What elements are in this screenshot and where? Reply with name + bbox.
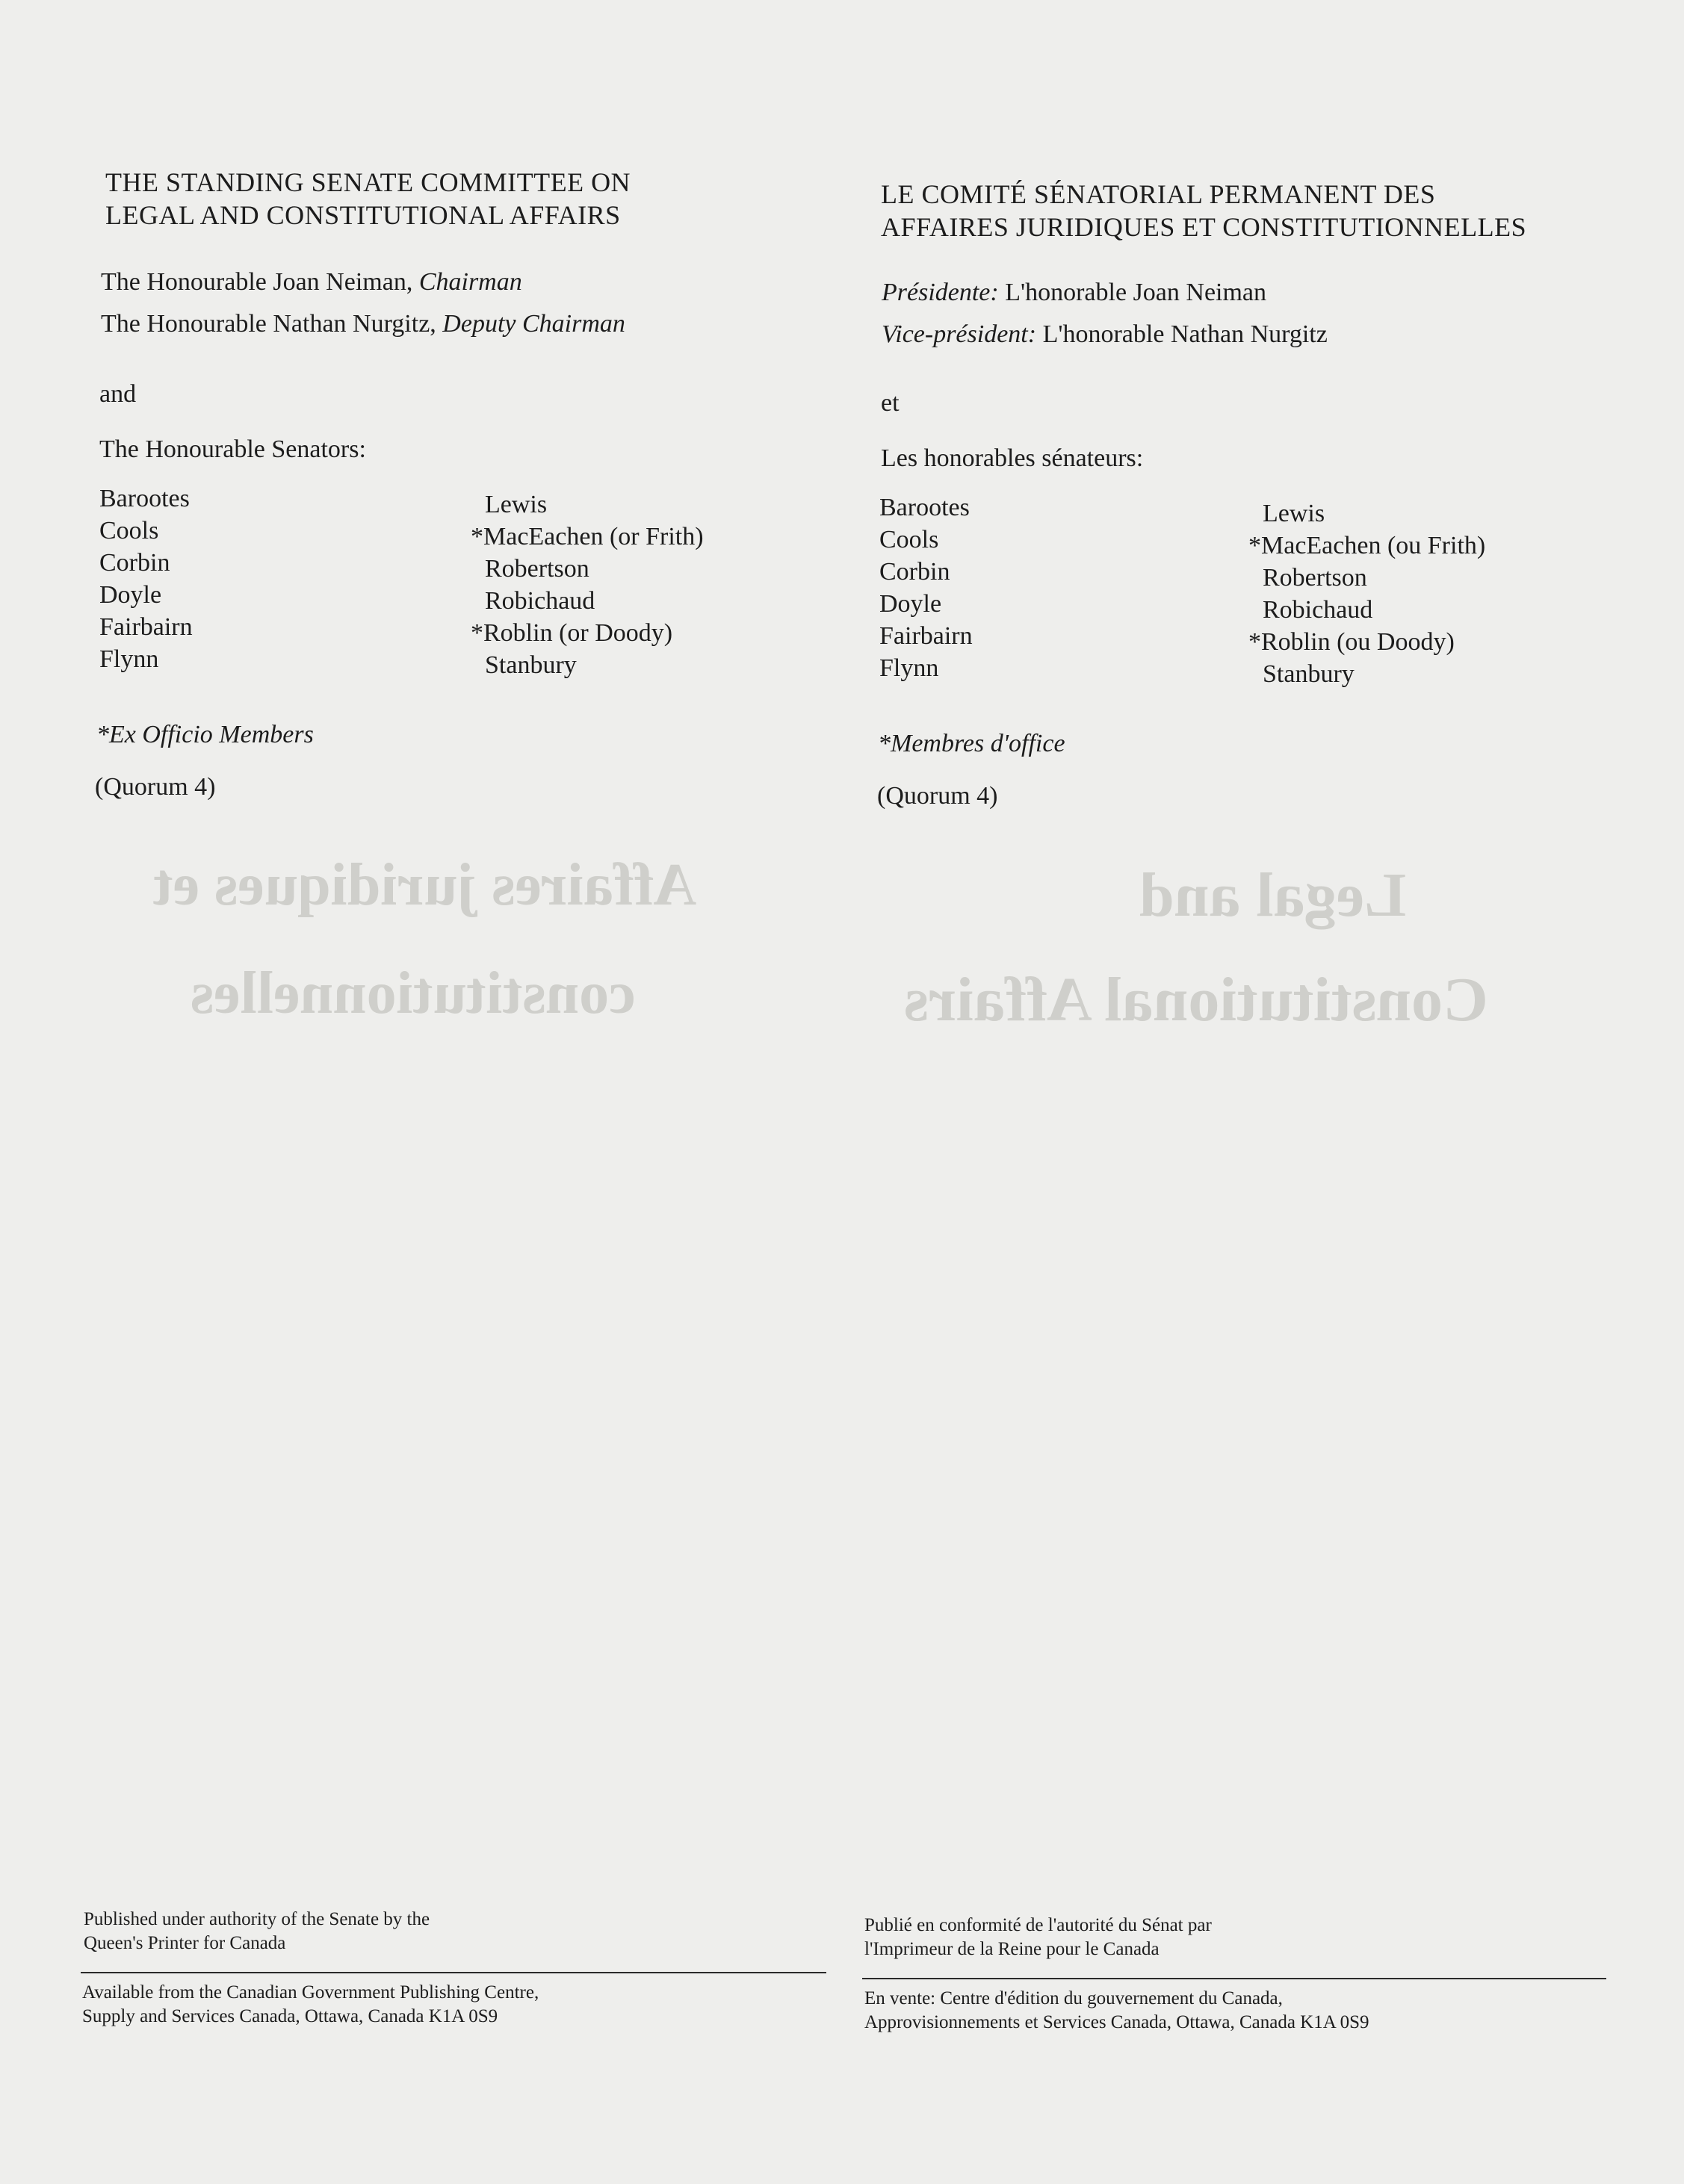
availability-notice-english [82,1981,539,2029]
bleed-through-title-fr-2: constitutionnelles [191,961,636,1026]
senator-name: *MacEachen (ou Frith) [1248,532,1486,559]
committee-line-2: LEGAL AND CONSTITUTIONAL AFFAIRS [105,200,621,230]
published-line-1: Published under authority of the Senate by the [84,1909,430,1929]
senators-heading: The Honourable Senators: [99,435,366,463]
senator-name: Fairbairn [879,622,973,650]
ex-officio-note: *Membres d'office [878,730,1065,757]
senator-name: Lewis [485,491,548,518]
committee-line-1: LE COMITÉ SÉNATORIAL PERMANENT DES [881,179,1436,209]
published-notice-french [864,1914,1212,1961]
chair-name: L'honorable Joan Neiman [998,279,1267,306]
committee-line-1: THE STANDING SENATE COMMITTEE ON [105,167,631,197]
published-line-2: Queen's Printer for Canada [84,1933,286,1953]
quorum-note: (Quorum 4) [877,782,998,810]
senators-heading: Les honorables sénateurs: [881,444,1144,472]
senator-name: Corbin [879,558,950,586]
senator-name: Robertson [485,555,589,583]
committee-name-french [881,178,1628,243]
deputy-name: The Honourable Nathan Nurgitz, [101,310,443,338]
bleed-through-title-fr-1: Affaires juridiques et [153,852,697,918]
senator-name: Robichaud [1263,596,1373,624]
committee-name-english [105,166,838,232]
chair-role: Présidente: [882,279,999,306]
senator-name: Stanbury [1263,660,1355,688]
published-notice-english [84,1908,430,1955]
bleed-through-title-en-1: Legal and [1139,860,1407,930]
footer-rule-french [862,1978,1606,1979]
senator-name: Flynn [879,654,939,682]
senator-name: *Roblin (ou Doody) [1248,628,1455,656]
senator-name: *Roblin (or Doody) [471,619,673,647]
senator-name: Lewis [1263,500,1325,527]
senator-name: Cools [99,517,159,545]
bleed-through-title-en-2: Constitutional Affairs [904,965,1488,1034]
deputy-name: L'honorable Nathan Nurgitz [1036,320,1328,348]
quorum-note: (Quorum 4) [95,773,216,801]
chair-name: The Honourable Joan Neiman, [101,268,419,296]
senator-name: Fairbairn [99,613,193,641]
availability-notice-french [864,1987,1369,2035]
deputy-chairman-line [101,305,625,344]
chair-role: Chairman [418,268,522,296]
and-label: et [881,389,900,417]
senators-list-right [471,488,704,681]
senator-name: Doyle [879,590,942,618]
available-line-2: Supply and Services Canada, Ottawa, Canada K1A 0S9 [82,2006,498,2026]
footer-rule-english [81,1972,826,1973]
senator-name: Barootes [99,485,190,512]
vice-president-line [882,315,1328,354]
available-line-1: Available from the Canadian Government Publishing Centre, [82,1982,539,2002]
deputy-role: Vice-président: [882,320,1037,348]
senators-list-left [879,491,973,684]
senator-name: Flynn [99,645,159,673]
published-line-1: Publié en conformité de l'autorité du Sénat par [864,1915,1212,1935]
senator-name: Barootes [879,494,970,521]
senators-list-left [99,483,193,675]
senator-name: Cools [879,526,939,553]
senator-name: Stanbury [485,651,577,679]
senators-list-right [1248,497,1485,690]
deputy-role: Deputy Chairman [442,310,625,338]
chairman-line [101,263,522,302]
presidente-line [882,273,1266,312]
senator-name: Doyle [99,581,162,609]
senator-name: *MacEachen (or Frith) [471,523,704,550]
senator-name: Robichaud [485,587,595,615]
senator-name: Robertson [1263,564,1367,592]
published-line-2: l'Imprimeur de la Reine pour le Canada [864,1939,1160,1959]
available-line-2: Approvisionnements et Services Canada, Ottawa, Canada K1A 0S9 [864,2012,1369,2032]
available-line-1: En vente: Centre d'édition du gouvernement du Canada, [864,1988,1283,2008]
committee-line-2: AFFAIRES JURIDIQUES ET CONSTITUTIONNELLES [881,212,1527,242]
ex-officio-note: *Ex Officio Members [96,721,314,748]
senator-name: Corbin [99,549,170,577]
and-label: and [99,380,137,408]
